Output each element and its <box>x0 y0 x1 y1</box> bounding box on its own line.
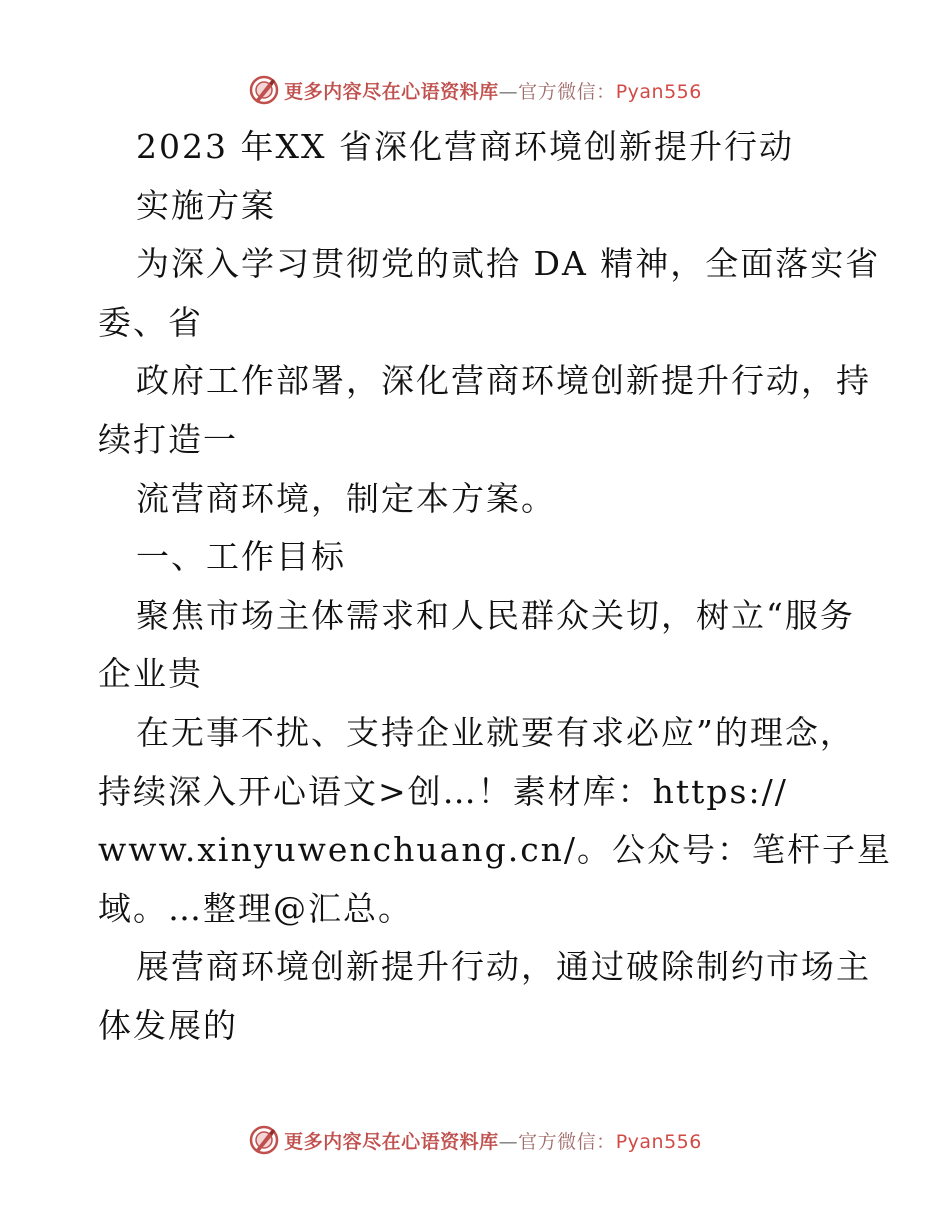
section-heading: 一、工作目标 <box>136 537 346 577</box>
banner-main-text: 更多内容尽在心语资料库 <box>284 1130 499 1153</box>
paragraph-line: 企业贵 <box>98 654 203 694</box>
document-subtitle-line: 实施方案 <box>136 185 276 225</box>
paragraph-line: 展营商环境创新提升行动，通过破除制约市场主 <box>136 947 871 987</box>
banner-text <box>284 1127 702 1154</box>
paragraph-line: 政府工作部署，深化营商环境创新提升行动，持 <box>136 361 871 401</box>
paragraph-line: 体发展的 <box>98 1005 238 1045</box>
paragraph-line: 域。…整理@汇总。 <box>98 888 413 928</box>
paragraph-line: 续打造一 <box>98 419 238 459</box>
paragraph-line: 流营商环境，制定本方案。 <box>136 478 556 518</box>
paragraph-line: 委、省 <box>98 302 203 342</box>
paragraph-line: 为深入学习贯彻党的贰拾 DA 精神，全面落实省 <box>136 244 881 284</box>
pen-circle-logo-icon <box>248 74 280 106</box>
paragraph-line: 持续深入开心语文>创…！素材库：https:// <box>98 771 788 811</box>
header-watermark-banner <box>0 70 950 110</box>
document-body <box>98 118 893 1056</box>
banner-main-text: 更多内容尽在心语资料库 <box>284 80 499 103</box>
paragraph-line: www.xinyuwenchuang.cn/。公众号：笔杆子星 <box>98 830 893 870</box>
banner-wechat-label: 官方微信： <box>518 80 616 103</box>
banner-separator: — <box>498 1130 519 1153</box>
pen-circle-logo-icon <box>248 1124 280 1156</box>
banner-separator: — <box>498 80 519 103</box>
document-title-line: 2023 年XX 省深化营商环境创新提升行动 <box>136 127 794 166</box>
banner-text <box>284 77 702 104</box>
banner-wechat-label: 官方微信： <box>518 1130 616 1153</box>
paragraph-line: 在无事不扰、支持企业就要有求必应”的理念， <box>136 712 855 752</box>
banner-wechat-id: Pyan556 <box>615 1130 702 1153</box>
banner-wechat-id: Pyan556 <box>615 80 702 103</box>
paragraph-line: 聚焦市场主体需求和人民群众关切，树立“服务 <box>136 595 855 635</box>
footer-watermark-banner <box>0 1120 950 1160</box>
